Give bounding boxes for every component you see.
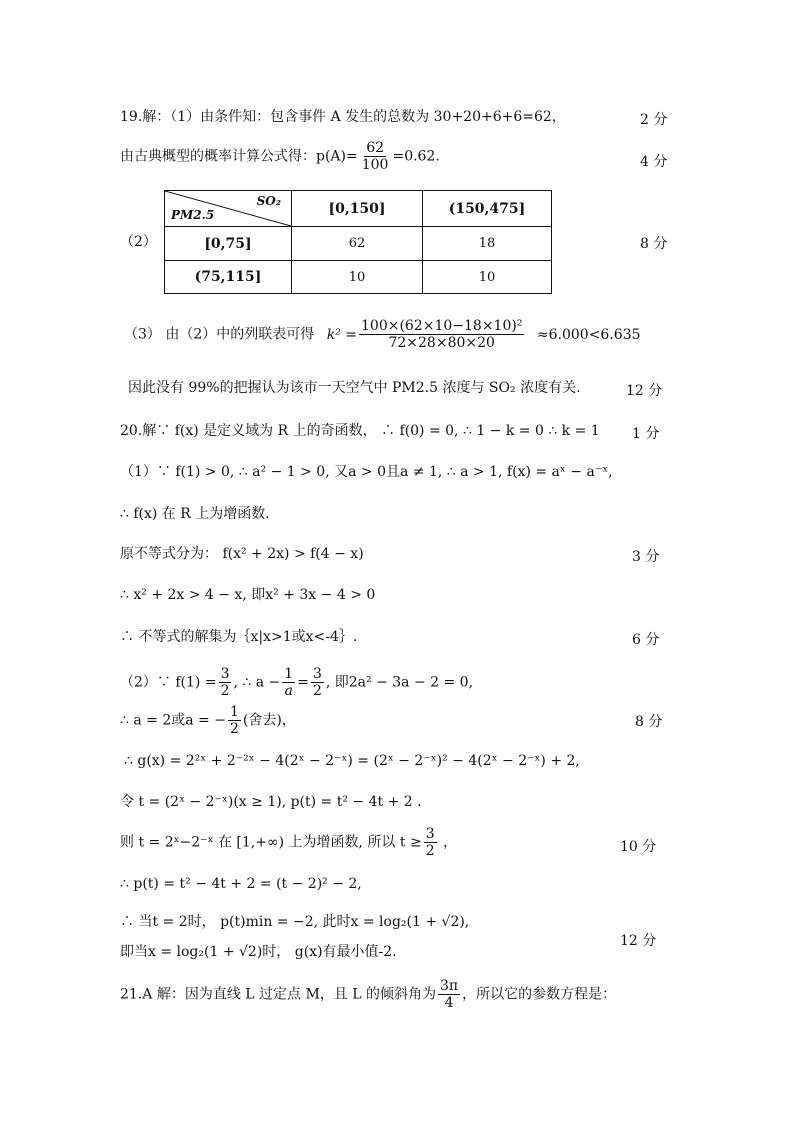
q19-part2-label: （2） [120, 234, 157, 250]
frac-denominator: 100 [361, 157, 389, 174]
q20-line3: ∴ f(x) 在 R 上为增函数. [120, 506, 270, 522]
q20-line12: ∴ p(t) = t² − 4t + 2 = (t − 2)² − 2, [120, 876, 362, 892]
corner-header-pm25: PM2.5 [171, 208, 215, 222]
frac-numerator: 100×(62×10−18×10)² [361, 318, 523, 334]
k-squared: k² = [326, 326, 357, 343]
frac-numerator: 3π [440, 978, 459, 994]
q20-score-2: 3 分 [632, 549, 660, 565]
frac-numerator: 1 [229, 704, 239, 720]
frac-numerator: 62 [366, 140, 385, 156]
k-squared-result: ≈6.000<6.635 [536, 326, 641, 343]
frac-denominator: 4 [444, 995, 454, 1012]
table-cell: 10 [423, 261, 552, 294]
q20-line11-end: ， [438, 834, 458, 851]
frac-denominator: 2 [220, 683, 230, 700]
q20-line11-text: 则 t = 2ˣ−2⁻ˣ 在 [1,+∞) 上为增函数, 所以 t ≥ [120, 834, 422, 851]
table-cell: 18 [423, 227, 552, 261]
q20-score-3: 6 分 [632, 632, 660, 648]
q21-line1-end: ，所以它的参数方程是： [462, 986, 617, 1003]
q20-line4: 原不等式分为： f(x² + 2x) > f(4 − x) [120, 546, 364, 562]
q19-line3-text: （3） 由（2）中的列联表可得 [124, 326, 315, 343]
fraction [311, 666, 324, 699]
q20-score-4: 8 分 [635, 714, 663, 730]
fraction [438, 978, 460, 1011]
q20-line11 [120, 826, 457, 859]
q20-score-6: 12 分 [620, 933, 657, 949]
table-cell: 62 [292, 227, 423, 261]
fraction [219, 666, 232, 699]
q20-line6: ∴ 不等式的解集为｛x|x>1或x<-4｝. [120, 629, 358, 645]
frac-denominator: 2 [425, 843, 435, 860]
q20-line2: （1）∵ f(1) > 0, ∴ a² − 1 > 0, 又a > 0且a ≠ 1, ∴ a > 1, f(x) = aˣ − a⁻ˣ, [120, 464, 613, 480]
frac-numerator: 1 [284, 666, 294, 682]
q20-line10: 令 t = (2ˣ − 2⁻ˣ)(x ≥ 1), p(t) = t² − 4t + 2 . [120, 794, 422, 810]
frac-denominator: 72×28×80×20 [388, 335, 495, 352]
frac-denominator: 2 [312, 683, 322, 700]
q20-line8-text: ∴ a = 2或a = − [120, 712, 226, 729]
q19-score-3: 8 分 [640, 236, 668, 252]
q19-score-4: 12 分 [626, 383, 663, 399]
q19-fraction [360, 140, 391, 173]
k-squared-fraction [359, 318, 524, 351]
q20-line7 [120, 666, 473, 699]
q20-line7-end: , 即2a² − 3a − 2 = 0, [325, 674, 474, 691]
frac-numerator: 3 [425, 826, 435, 842]
frac-numerator: 3 [220, 666, 230, 682]
fraction [282, 666, 295, 699]
corner-header-so2: SO₂ [256, 194, 281, 208]
q20-score-5: 10 分 [620, 839, 657, 855]
q20-line14: 即当x = log₂(1 + √2)时， g(x)有最小值-2. [120, 944, 397, 960]
q19-line4: 因此没有 99%的把握认为该市一天空气中 PM2.5 浓度与 SO₂ 浓度有关. [128, 380, 581, 396]
row-header-1: [0,75] [165, 227, 292, 261]
table-corner-cell [165, 191, 292, 227]
q20-line5: ∴ x² + 2x > 4 − x, 即x² + 3x − 4 > 0 [120, 587, 376, 603]
q20-line7-text: （2）∵ f(1) = [120, 674, 217, 691]
q20-line13: ∴ 当t = 2时， p(t)min = −2, 此时x = log₂(1 + √2), [120, 914, 470, 930]
fraction [424, 826, 437, 859]
row-header-2: (75,115] [165, 261, 292, 294]
q20-line8-end: (舍去)， [242, 712, 296, 729]
frac-denominator: 2 [229, 721, 239, 738]
frac-denominator: a [284, 683, 293, 700]
q19-line2 [120, 140, 440, 173]
contingency-table [164, 190, 552, 294]
q20-line8 [120, 704, 296, 737]
fraction [228, 704, 241, 737]
q20-line9: ∴ g(x) = 2²ˣ + 2⁻²ˣ − 4(2ˣ − 2⁻ˣ) = (2ˣ − 2⁻ˣ)² − 4(2ˣ − 2⁻ˣ) + 2, [124, 753, 580, 769]
q20-line7-mid: , ∴ a − [233, 674, 281, 691]
frac-numerator: 3 [312, 666, 322, 682]
q20-score-1: 1 分 [632, 426, 660, 442]
q20-line1: 20.解∵ f(x) 是定义域为 R 上的奇函数， ∴ f(0) = 0, ∴ 1 − k = 0 ∴ k = 1 [120, 423, 600, 439]
q19-line1: 19.解：（1）由条件知：包含事件 A 发生的总数为 30+20+6+6=62， [120, 109, 566, 125]
q19-line2-result: =0.62. [392, 148, 440, 165]
q19-line2-text: 由古典概型的概率计算公式得：p(A)= [120, 148, 358, 165]
q19-score-2: 4 分 [640, 154, 668, 170]
q20-line7-eq: = [297, 674, 309, 691]
q19-line3 [124, 318, 641, 351]
col-header-2: (150,475] [423, 191, 552, 227]
q21-line1 [120, 978, 616, 1011]
q21-line1-text: 21.A 解：因为直线 L 过定点 M，且 L 的倾斜角为 [120, 986, 437, 1003]
table-cell: 10 [292, 261, 423, 294]
col-header-1: [0,150] [292, 191, 423, 227]
q19-score-1: 2 分 [640, 112, 668, 128]
